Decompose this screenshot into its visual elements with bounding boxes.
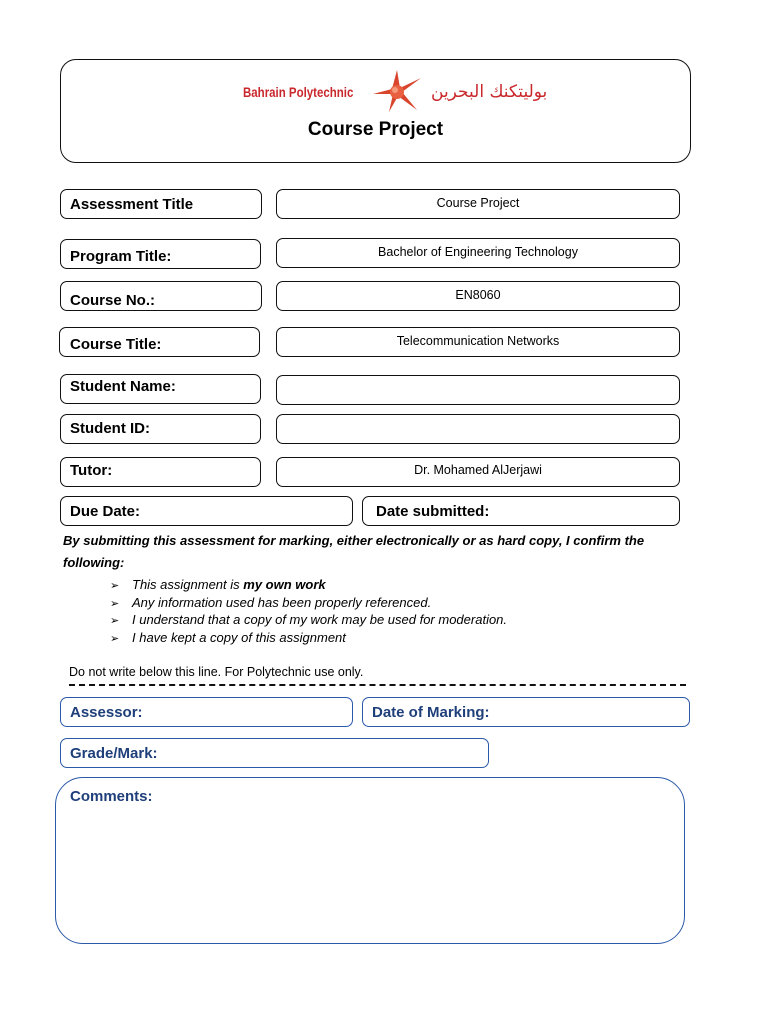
arrow-bullet-icon: ➢ xyxy=(110,597,120,610)
grade-mark-field[interactable] xyxy=(60,738,489,768)
confirmation-list xyxy=(110,576,507,646)
polytechnic-logo-text: Bahrain Polytechnic xyxy=(243,84,354,100)
student-id-label: Student ID: xyxy=(70,420,150,437)
due-date-label: Due Date: xyxy=(70,503,141,520)
tutor-field[interactable] xyxy=(276,457,680,487)
student-name-label-box xyxy=(60,374,261,404)
course-title-label-box xyxy=(59,327,260,357)
cut-line-divider xyxy=(69,684,686,686)
arrow-bullet-icon: ➢ xyxy=(110,615,120,627)
confirmation-item: ➢ I understand that a copy of my work may be used for moderation. xyxy=(110,611,507,629)
confirmation-item: ➢ This assignment is my own work xyxy=(110,576,507,594)
course-no-field[interactable] xyxy=(276,281,680,311)
program-title-value: Bachelor of Engineering Technology xyxy=(378,245,578,259)
date-submitted-field[interactable] xyxy=(362,496,680,526)
course-title-value: Telecommunication Networks xyxy=(396,334,560,348)
due-date-field[interactable] xyxy=(60,496,353,526)
page-title: Course Project xyxy=(307,119,444,140)
polytechnic-star-logo-icon xyxy=(371,68,423,114)
confirmation-item: ➢ Any information used has been properly referenced. xyxy=(110,594,507,612)
course-title-field[interactable] xyxy=(276,327,680,357)
assessment-title-value: Course Project xyxy=(436,196,520,210)
arrow-bullet-icon: ➢ xyxy=(110,632,120,645)
assessor-label: Assessor: xyxy=(70,704,143,721)
date-submitted-label: Date submitted: xyxy=(376,503,490,520)
program-title-label-box xyxy=(60,239,261,269)
office-use-note: Do not write below this line. For Polytechnic use only. xyxy=(69,665,364,679)
declaration-text: By submitting this assessment for marking, either electronically or as hard copy, I confirm the following: xyxy=(63,533,645,570)
arrow-bullet-icon: ➢ xyxy=(110,580,120,592)
assessment-title-label: Assessment Title xyxy=(70,196,194,213)
confirmation-item: ➢ I have kept a copy of this assignment xyxy=(110,629,507,647)
polytechnic-logo-arabic: بوليتكنك البحرين xyxy=(431,82,548,102)
assessment-title-field[interactable] xyxy=(276,189,680,219)
tutor-label-box xyxy=(60,457,261,487)
assessor-field[interactable] xyxy=(60,697,353,727)
grade-mark-label: Grade/Mark: xyxy=(70,745,158,762)
date-of-marking-label: Date of Marking: xyxy=(372,704,490,721)
course-title-label: Course Title: xyxy=(70,336,162,353)
course-no-label-box xyxy=(60,281,262,311)
course-no-label: Course No.: xyxy=(70,292,156,309)
form-header xyxy=(60,59,691,163)
tutor-label: Tutor: xyxy=(70,462,113,479)
student-id-field[interactable] xyxy=(276,414,680,444)
program-title-label: Program Title: xyxy=(70,248,172,265)
course-no-value: EN8060 xyxy=(455,288,501,302)
assessment-title-label-box xyxy=(60,189,262,219)
tutor-value: Dr. Mohamed AlJerjawi xyxy=(414,463,542,477)
date-of-marking-field[interactable] xyxy=(362,697,690,727)
student-name-label: Student Name: xyxy=(70,378,176,395)
student-name-field[interactable] xyxy=(276,375,680,405)
comments-label: Comments: xyxy=(70,788,153,805)
comments-field[interactable] xyxy=(55,777,685,944)
program-title-field[interactable] xyxy=(276,238,680,268)
student-id-label-box xyxy=(60,414,261,444)
